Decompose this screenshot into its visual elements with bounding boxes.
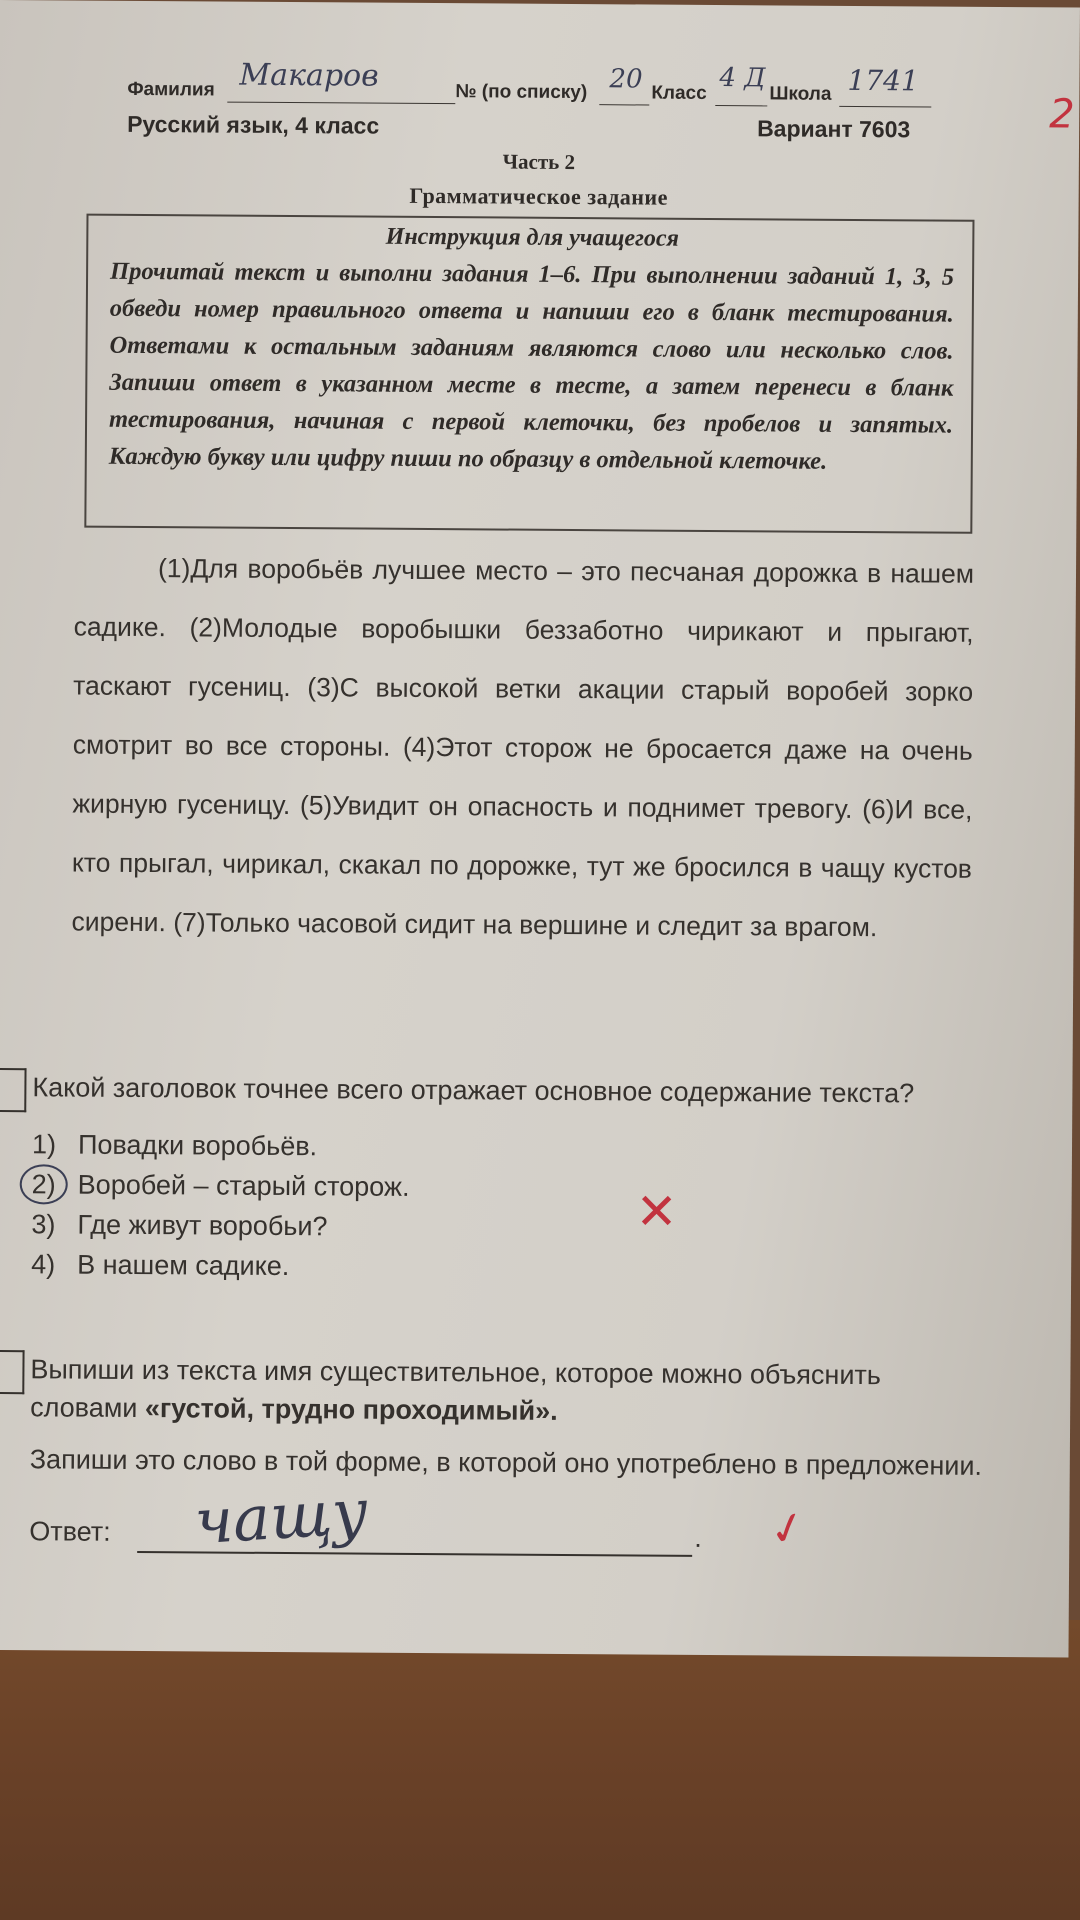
- number-label: № (по списку): [455, 81, 588, 104]
- question-2-text-plain: Выпиши из текста имя существительное, которое можно объяснить словами: [30, 1354, 882, 1424]
- answer-row: [29, 1474, 989, 1559]
- subject-row: [127, 111, 1007, 151]
- surname-label: Фамилия: [127, 78, 215, 101]
- option-text: В нашем садике.: [77, 1249, 290, 1282]
- answer-label: Ответ:: [29, 1516, 111, 1547]
- wrong-mark-icon: ✕: [635, 1182, 678, 1241]
- option-2[interactable]: [32, 1164, 992, 1211]
- instructions-text: Прочитай текст и выполни задания 1–6. При выполнении заданий 1, 3, 5 обведи номер правильного ответа и напиши его в бланк тестирования. Ответами к остальным заданиям являются слово или несколько слов. Запиши ответ в указанном месте в тесте, а затем перенеси в бланк тестирования, начиная с первой клеточки, без пробелов и запятых. Каждую букву или цифру пиши по образцу в отдельной клеточке.: [108, 257, 955, 475]
- question-1-answer-box[interactable]: [0, 1068, 27, 1112]
- question-2-text: [30, 1350, 991, 1433]
- selected-circle: [20, 1164, 68, 1204]
- class-value[interactable]: 4 Д: [719, 63, 766, 94]
- part-title: Часть 2: [502, 149, 576, 175]
- option-number: 1): [31, 1129, 57, 1160]
- option-number: 3): [31, 1209, 56, 1240]
- reading-passage: (1)Для воробьёв лучшее место – это песчаная дорожка в нашем садике. (2)Молодые воробышки беззаботно чирикают и прыгают, таскают гусениц. (3)С высокой ветки акации старый воробей зорко смотрит во все стороны. (4)Этот сторож не бросается даже на очень жирную гусеницу. (5)Увидит он опасность и поднимет тревогу. (6)И все, кто прыгал, чирикал, скакал по дорожке, тут же бросился в чащу кустов сирени. (7)Только часовой сидит на вершине и следит за врагом.: [71, 553, 975, 943]
- section-title: Грамматическое задание: [409, 182, 668, 210]
- class-underline: [715, 105, 767, 106]
- question-2-answer-box[interactable]: [0, 1350, 25, 1394]
- school-underline: [839, 106, 931, 108]
- surname-value[interactable]: Макаров: [239, 57, 379, 94]
- class-label: Класс: [651, 82, 707, 104]
- question-1-options: [31, 1124, 992, 1291]
- subject-title: Русский язык, 4 класс: [127, 110, 380, 139]
- instructions-box: [84, 214, 974, 534]
- write-instruction: Запиши это слово в той форме, в которой оно употреблено в предложении.: [29, 1444, 983, 1481]
- instructions-title: Инструкция для учащегося: [385, 223, 680, 252]
- option-text: Повадки воробьёв.: [77, 1129, 318, 1162]
- worksheet-header: [127, 57, 1007, 151]
- surname-underline: [227, 102, 455, 105]
- check-mark-icon: ✓: [763, 1499, 813, 1559]
- school-label: Школа: [769, 83, 832, 105]
- option-text: Воробей – старый сторож.: [77, 1169, 410, 1202]
- school-value[interactable]: 1741: [847, 63, 919, 98]
- answer-period: .: [694, 1522, 702, 1553]
- number-underline: [599, 104, 649, 105]
- option-text: Где живут воробьи?: [77, 1209, 328, 1242]
- question-2: [29, 1350, 990, 1559]
- option-number: 4): [31, 1249, 56, 1280]
- answer-handwritten[interactable]: чащу: [192, 1474, 371, 1559]
- question-1: [31, 1068, 992, 1291]
- corner-red-mark: 2: [1049, 91, 1075, 138]
- option-1[interactable]: [32, 1124, 992, 1171]
- option-4[interactable]: [31, 1244, 991, 1291]
- question-2-text-bold: «густой, трудно проходимый».: [144, 1393, 558, 1426]
- variant-number: Вариант 7603: [757, 115, 911, 143]
- question-1-text: Какой заголовок точнее всего отражает основное содержание текста?: [32, 1072, 915, 1109]
- option-3[interactable]: [31, 1204, 991, 1251]
- number-value[interactable]: 20: [609, 64, 643, 95]
- option-number: 2): [31, 1169, 56, 1200]
- table-surface: [0, 1620, 1080, 1920]
- student-info-row: [127, 57, 1007, 117]
